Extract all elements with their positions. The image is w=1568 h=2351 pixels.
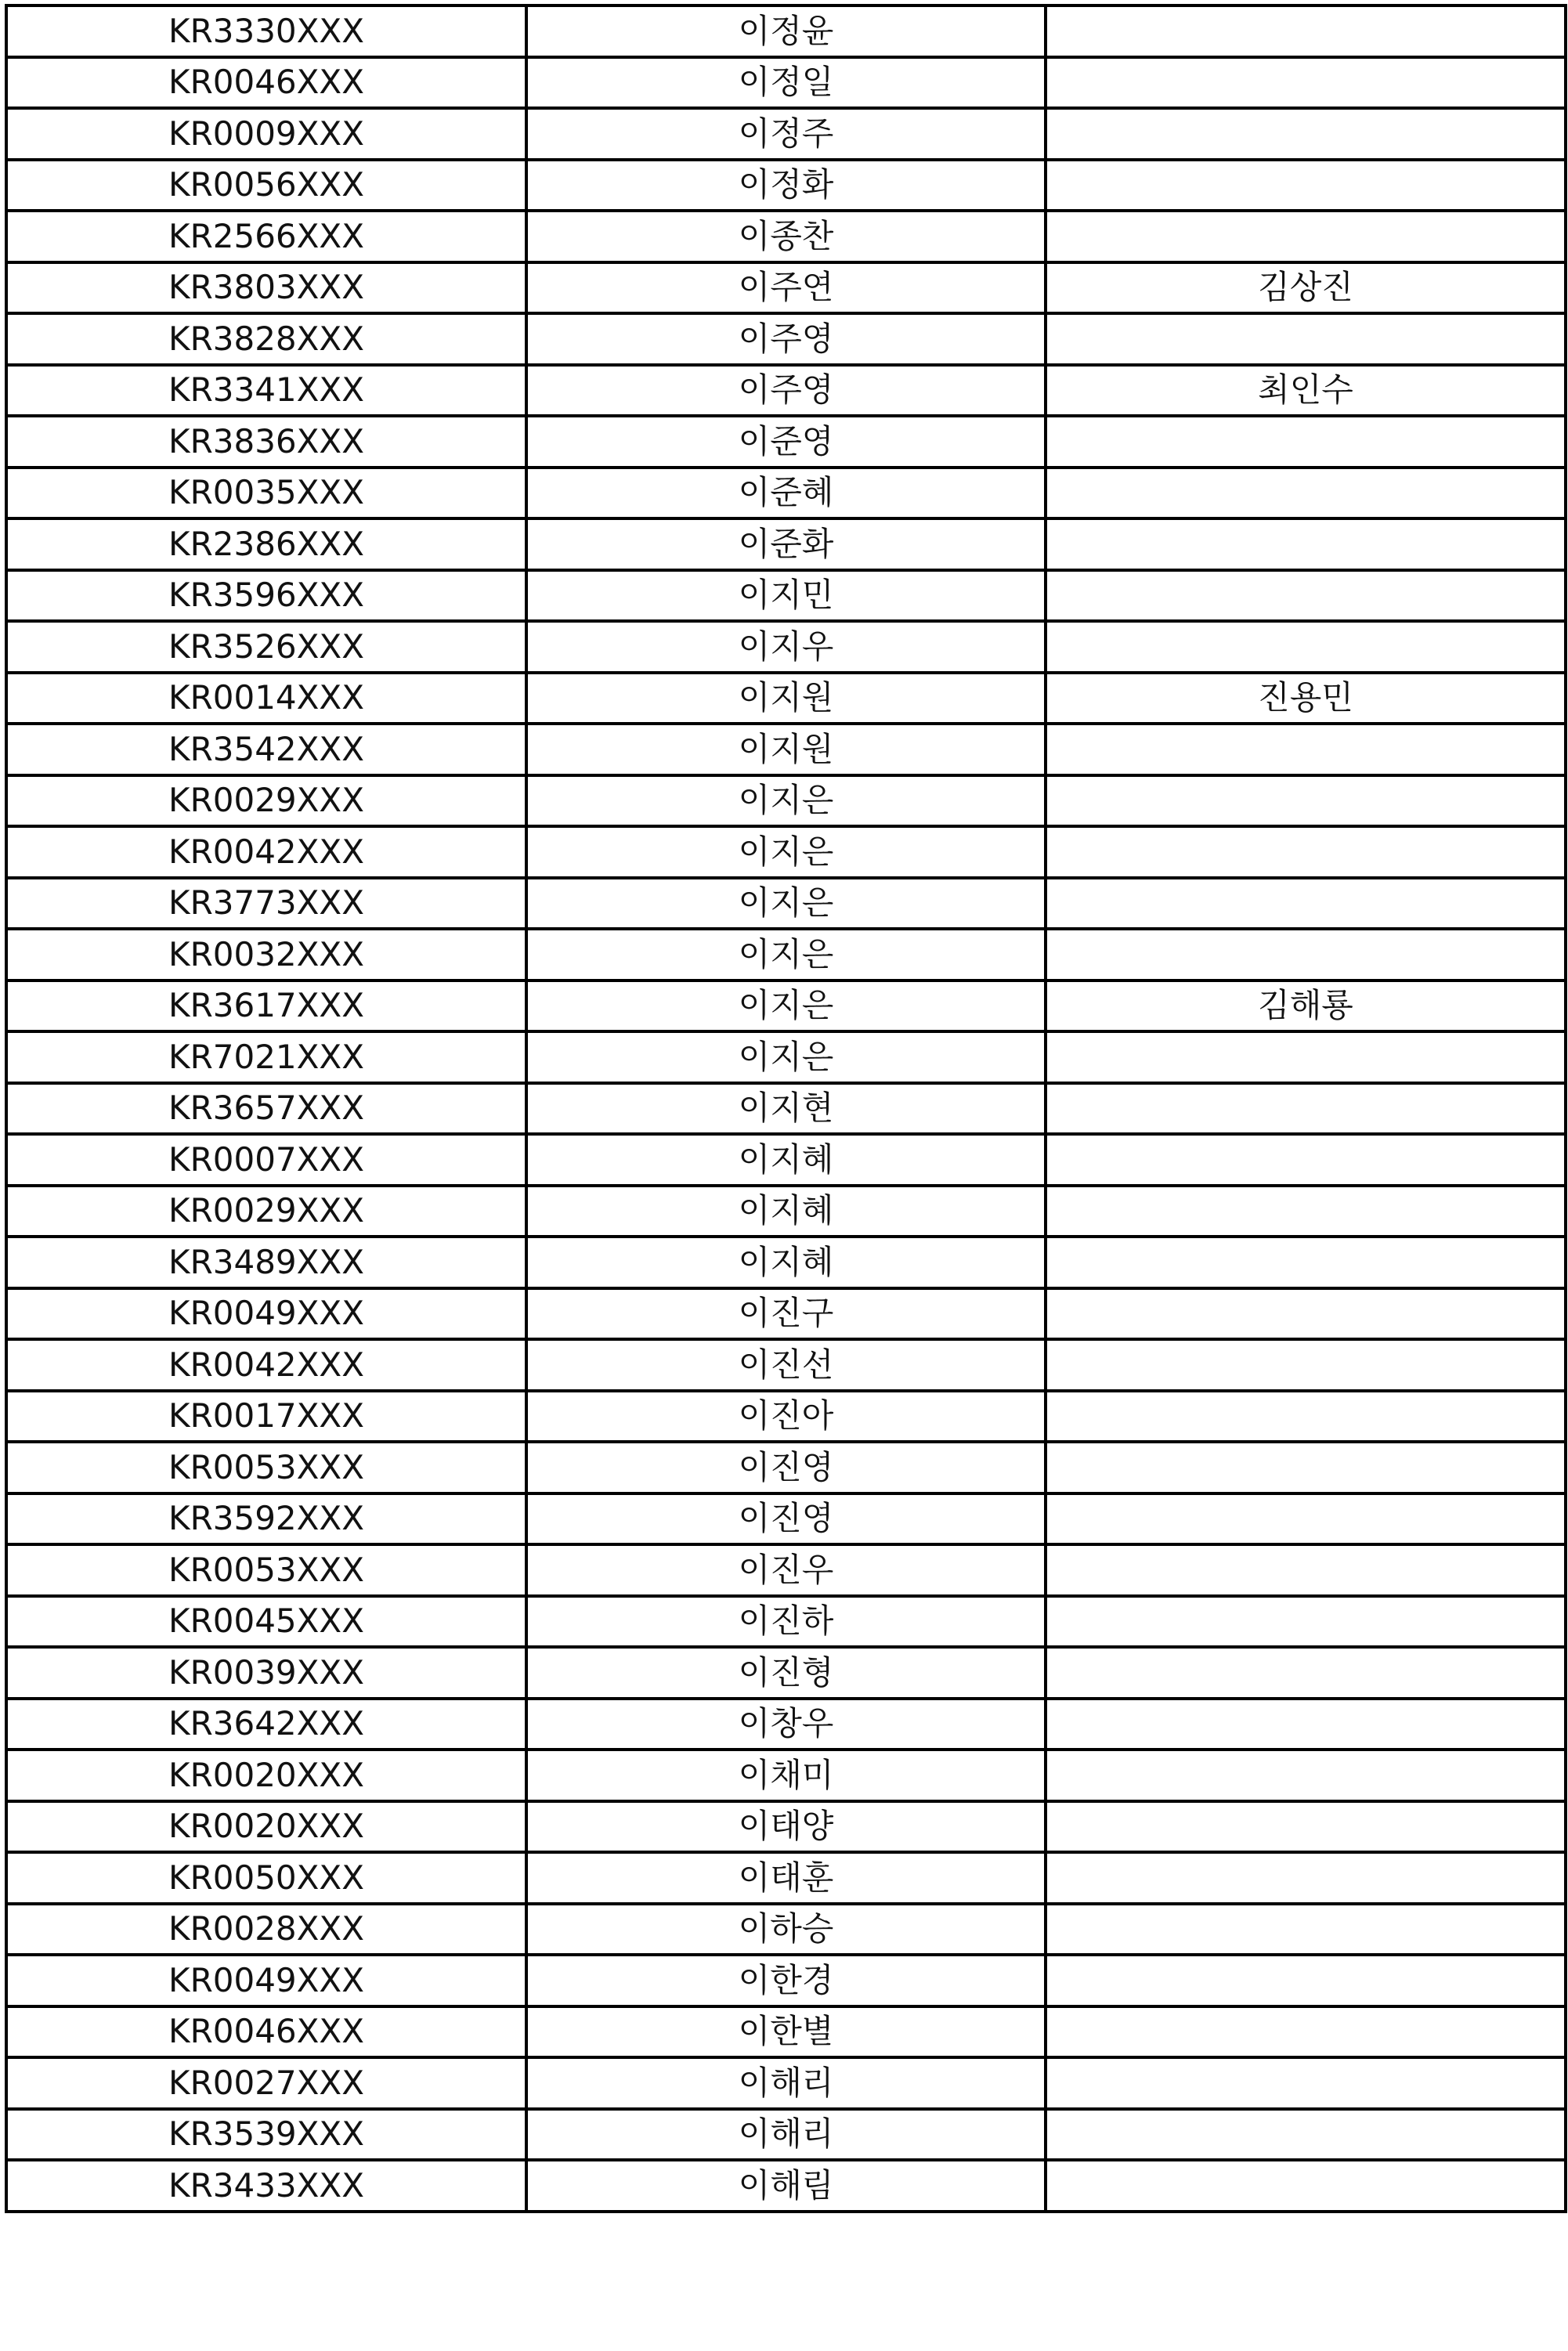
note-cell bbox=[1046, 57, 1566, 109]
table-row bbox=[6, 621, 1566, 673]
table-row bbox=[6, 570, 1566, 622]
note-cell bbox=[1046, 1699, 1566, 1750]
table-row bbox=[6, 1186, 1566, 1237]
roster-table-body bbox=[6, 5, 1566, 2212]
id-cell: KR0045XXX bbox=[6, 1596, 526, 1648]
id-cell: KR3539XXX bbox=[6, 2109, 526, 2161]
id-cell: KR3596XXX bbox=[6, 570, 526, 622]
id-cell: KR3592XXX bbox=[6, 1493, 526, 1545]
note-cell bbox=[1046, 1237, 1566, 1288]
note-cell bbox=[1046, 621, 1566, 673]
name-cell: 이한별 bbox=[526, 2006, 1046, 2058]
id-cell: KR0009XXX bbox=[6, 108, 526, 160]
id-cell: KR3828XXX bbox=[6, 313, 526, 365]
table-row bbox=[6, 1596, 1566, 1648]
roster-table bbox=[5, 4, 1567, 2213]
note-cell bbox=[1046, 518, 1566, 570]
id-cell: KR0039XXX bbox=[6, 1647, 526, 1699]
name-cell: 이지은 bbox=[526, 1031, 1046, 1083]
table-row bbox=[6, 2160, 1566, 2212]
note-cell: 김상진 bbox=[1046, 262, 1566, 314]
table-row bbox=[6, 1391, 1566, 1443]
id-cell: KR3617XXX bbox=[6, 980, 526, 1032]
note-cell bbox=[1046, 1955, 1566, 2006]
note-cell bbox=[1046, 1083, 1566, 1135]
name-cell: 이주연 bbox=[526, 262, 1046, 314]
name-cell: 이지혜 bbox=[526, 1134, 1046, 1186]
id-cell: KR0014XXX bbox=[6, 673, 526, 724]
name-cell: 이지원 bbox=[526, 724, 1046, 775]
id-cell: KR3433XXX bbox=[6, 2160, 526, 2212]
note-cell bbox=[1046, 826, 1566, 878]
table-row bbox=[6, 160, 1566, 211]
note-cell bbox=[1046, 1801, 1566, 1853]
id-cell: KR0007XXX bbox=[6, 1134, 526, 1186]
note-cell bbox=[1046, 775, 1566, 827]
id-cell: KR3642XXX bbox=[6, 1699, 526, 1750]
note-cell bbox=[1046, 2109, 1566, 2161]
note-cell bbox=[1046, 1288, 1566, 1340]
name-cell: 이진하 bbox=[526, 1596, 1046, 1648]
id-cell: KR0046XXX bbox=[6, 57, 526, 109]
name-cell: 이정일 bbox=[526, 57, 1046, 109]
note-cell bbox=[1046, 468, 1566, 519]
id-cell: KR0056XXX bbox=[6, 160, 526, 211]
name-cell: 이주영 bbox=[526, 313, 1046, 365]
id-cell: KR0035XXX bbox=[6, 468, 526, 519]
note-cell bbox=[1046, 878, 1566, 930]
roster-sheet bbox=[5, 4, 1564, 2213]
note-cell bbox=[1046, 1852, 1566, 1904]
name-cell: 이주영 bbox=[526, 365, 1046, 417]
name-cell: 이준화 bbox=[526, 518, 1046, 570]
table-row bbox=[6, 416, 1566, 468]
id-cell: KR3836XXX bbox=[6, 416, 526, 468]
note-cell: 김해룡 bbox=[1046, 980, 1566, 1032]
table-row bbox=[6, 980, 1566, 1032]
id-cell: KR3489XXX bbox=[6, 1237, 526, 1288]
note-cell bbox=[1046, 1904, 1566, 1956]
table-row bbox=[6, 57, 1566, 109]
name-cell: 이해리 bbox=[526, 2057, 1046, 2109]
table-row bbox=[6, 313, 1566, 365]
table-row bbox=[6, 1801, 1566, 1853]
name-cell: 이준혜 bbox=[526, 468, 1046, 519]
name-cell: 이종찬 bbox=[526, 211, 1046, 262]
name-cell: 이지원 bbox=[526, 673, 1046, 724]
name-cell: 이채미 bbox=[526, 1750, 1046, 1801]
name-cell: 이지민 bbox=[526, 570, 1046, 622]
name-cell: 이지은 bbox=[526, 980, 1046, 1032]
name-cell: 이해림 bbox=[526, 2160, 1046, 2212]
name-cell: 이창우 bbox=[526, 1699, 1046, 1750]
note-cell bbox=[1046, 1493, 1566, 1545]
note-cell bbox=[1046, 108, 1566, 160]
id-cell: KR3341XXX bbox=[6, 365, 526, 417]
id-cell: KR0049XXX bbox=[6, 1955, 526, 2006]
id-cell: KR0050XXX bbox=[6, 1852, 526, 1904]
id-cell: KR0029XXX bbox=[6, 775, 526, 827]
table-row bbox=[6, 1904, 1566, 1956]
table-row bbox=[6, 1134, 1566, 1186]
table-row bbox=[6, 2109, 1566, 2161]
name-cell: 이지우 bbox=[526, 621, 1046, 673]
note-cell bbox=[1046, 1031, 1566, 1083]
table-row bbox=[6, 1288, 1566, 1340]
name-cell: 이진형 bbox=[526, 1647, 1046, 1699]
note-cell bbox=[1046, 1596, 1566, 1648]
table-row bbox=[6, 1647, 1566, 1699]
table-row bbox=[6, 1955, 1566, 2006]
name-cell: 이태훈 bbox=[526, 1852, 1046, 1904]
name-cell: 이진영 bbox=[526, 1493, 1046, 1545]
table-row bbox=[6, 518, 1566, 570]
name-cell: 이지은 bbox=[526, 878, 1046, 930]
note-cell bbox=[1046, 211, 1566, 262]
note-cell bbox=[1046, 1134, 1566, 1186]
note-cell bbox=[1046, 1442, 1566, 1493]
id-cell: KR7021XXX bbox=[6, 1031, 526, 1083]
id-cell: KR0017XXX bbox=[6, 1391, 526, 1443]
id-cell: KR0027XXX bbox=[6, 2057, 526, 2109]
table-row bbox=[6, 5, 1566, 57]
table-row bbox=[6, 2057, 1566, 2109]
name-cell: 이진우 bbox=[526, 1544, 1046, 1596]
note-cell bbox=[1046, 2160, 1566, 2212]
id-cell: KR3803XXX bbox=[6, 262, 526, 314]
note-cell bbox=[1046, 724, 1566, 775]
table-row bbox=[6, 211, 1566, 262]
table-row bbox=[6, 262, 1566, 314]
table-row bbox=[6, 1493, 1566, 1545]
name-cell: 이지현 bbox=[526, 1083, 1046, 1135]
id-cell: KR3657XXX bbox=[6, 1083, 526, 1135]
id-cell: KR0046XXX bbox=[6, 2006, 526, 2058]
name-cell: 이진구 bbox=[526, 1288, 1046, 1340]
table-row bbox=[6, 365, 1566, 417]
name-cell: 이정윤 bbox=[526, 5, 1046, 57]
note-cell bbox=[1046, 1750, 1566, 1801]
note-cell bbox=[1046, 1391, 1566, 1443]
id-cell: KR0042XXX bbox=[6, 826, 526, 878]
table-row bbox=[6, 673, 1566, 724]
note-cell bbox=[1046, 2006, 1566, 2058]
name-cell: 이지혜 bbox=[526, 1237, 1046, 1288]
name-cell: 이정주 bbox=[526, 108, 1046, 160]
table-row bbox=[6, 1442, 1566, 1493]
id-cell: KR0020XXX bbox=[6, 1801, 526, 1853]
name-cell: 이지은 bbox=[526, 929, 1046, 980]
note-cell bbox=[1046, 160, 1566, 211]
name-cell: 이진선 bbox=[526, 1339, 1046, 1391]
table-row bbox=[6, 929, 1566, 980]
table-row bbox=[6, 1699, 1566, 1750]
id-cell: KR0029XXX bbox=[6, 1186, 526, 1237]
note-cell bbox=[1046, 1544, 1566, 1596]
table-row bbox=[6, 1339, 1566, 1391]
note-cell: 최인수 bbox=[1046, 365, 1566, 417]
table-row bbox=[6, 878, 1566, 930]
table-row bbox=[6, 468, 1566, 519]
note-cell bbox=[1046, 1339, 1566, 1391]
id-cell: KR3526XXX bbox=[6, 621, 526, 673]
table-row bbox=[6, 108, 1566, 160]
table-row bbox=[6, 724, 1566, 775]
id-cell: KR3773XXX bbox=[6, 878, 526, 930]
table-row bbox=[6, 1750, 1566, 1801]
note-cell bbox=[1046, 313, 1566, 365]
name-cell: 이진영 bbox=[526, 1442, 1046, 1493]
name-cell: 이하승 bbox=[526, 1904, 1046, 1956]
id-cell: KR0049XXX bbox=[6, 1288, 526, 1340]
name-cell: 이정화 bbox=[526, 160, 1046, 211]
table-row bbox=[6, 2006, 1566, 2058]
name-cell: 이태양 bbox=[526, 1801, 1046, 1853]
name-cell: 이진아 bbox=[526, 1391, 1046, 1443]
note-cell bbox=[1046, 1186, 1566, 1237]
name-cell: 이지은 bbox=[526, 775, 1046, 827]
id-cell: KR3330XXX bbox=[6, 5, 526, 57]
id-cell: KR0028XXX bbox=[6, 1904, 526, 1956]
table-row bbox=[6, 775, 1566, 827]
note-cell bbox=[1046, 2057, 1566, 2109]
id-cell: KR2566XXX bbox=[6, 211, 526, 262]
table-row bbox=[6, 1083, 1566, 1135]
id-cell: KR0053XXX bbox=[6, 1442, 526, 1493]
note-cell bbox=[1046, 929, 1566, 980]
table-row bbox=[6, 1544, 1566, 1596]
table-row bbox=[6, 1237, 1566, 1288]
table-row bbox=[6, 1031, 1566, 1083]
note-cell bbox=[1046, 5, 1566, 57]
table-row bbox=[6, 826, 1566, 878]
table-row bbox=[6, 1852, 1566, 1904]
name-cell: 이지은 bbox=[526, 826, 1046, 878]
id-cell: KR0020XXX bbox=[6, 1750, 526, 1801]
id-cell: KR0032XXX bbox=[6, 929, 526, 980]
name-cell: 이지혜 bbox=[526, 1186, 1046, 1237]
note-cell bbox=[1046, 416, 1566, 468]
name-cell: 이해리 bbox=[526, 2109, 1046, 2161]
name-cell: 이한경 bbox=[526, 1955, 1046, 2006]
id-cell: KR2386XXX bbox=[6, 518, 526, 570]
note-cell: 진용민 bbox=[1046, 673, 1566, 724]
id-cell: KR0042XXX bbox=[6, 1339, 526, 1391]
note-cell bbox=[1046, 570, 1566, 622]
note-cell bbox=[1046, 1647, 1566, 1699]
name-cell: 이준영 bbox=[526, 416, 1046, 468]
id-cell: KR3542XXX bbox=[6, 724, 526, 775]
id-cell: KR0053XXX bbox=[6, 1544, 526, 1596]
